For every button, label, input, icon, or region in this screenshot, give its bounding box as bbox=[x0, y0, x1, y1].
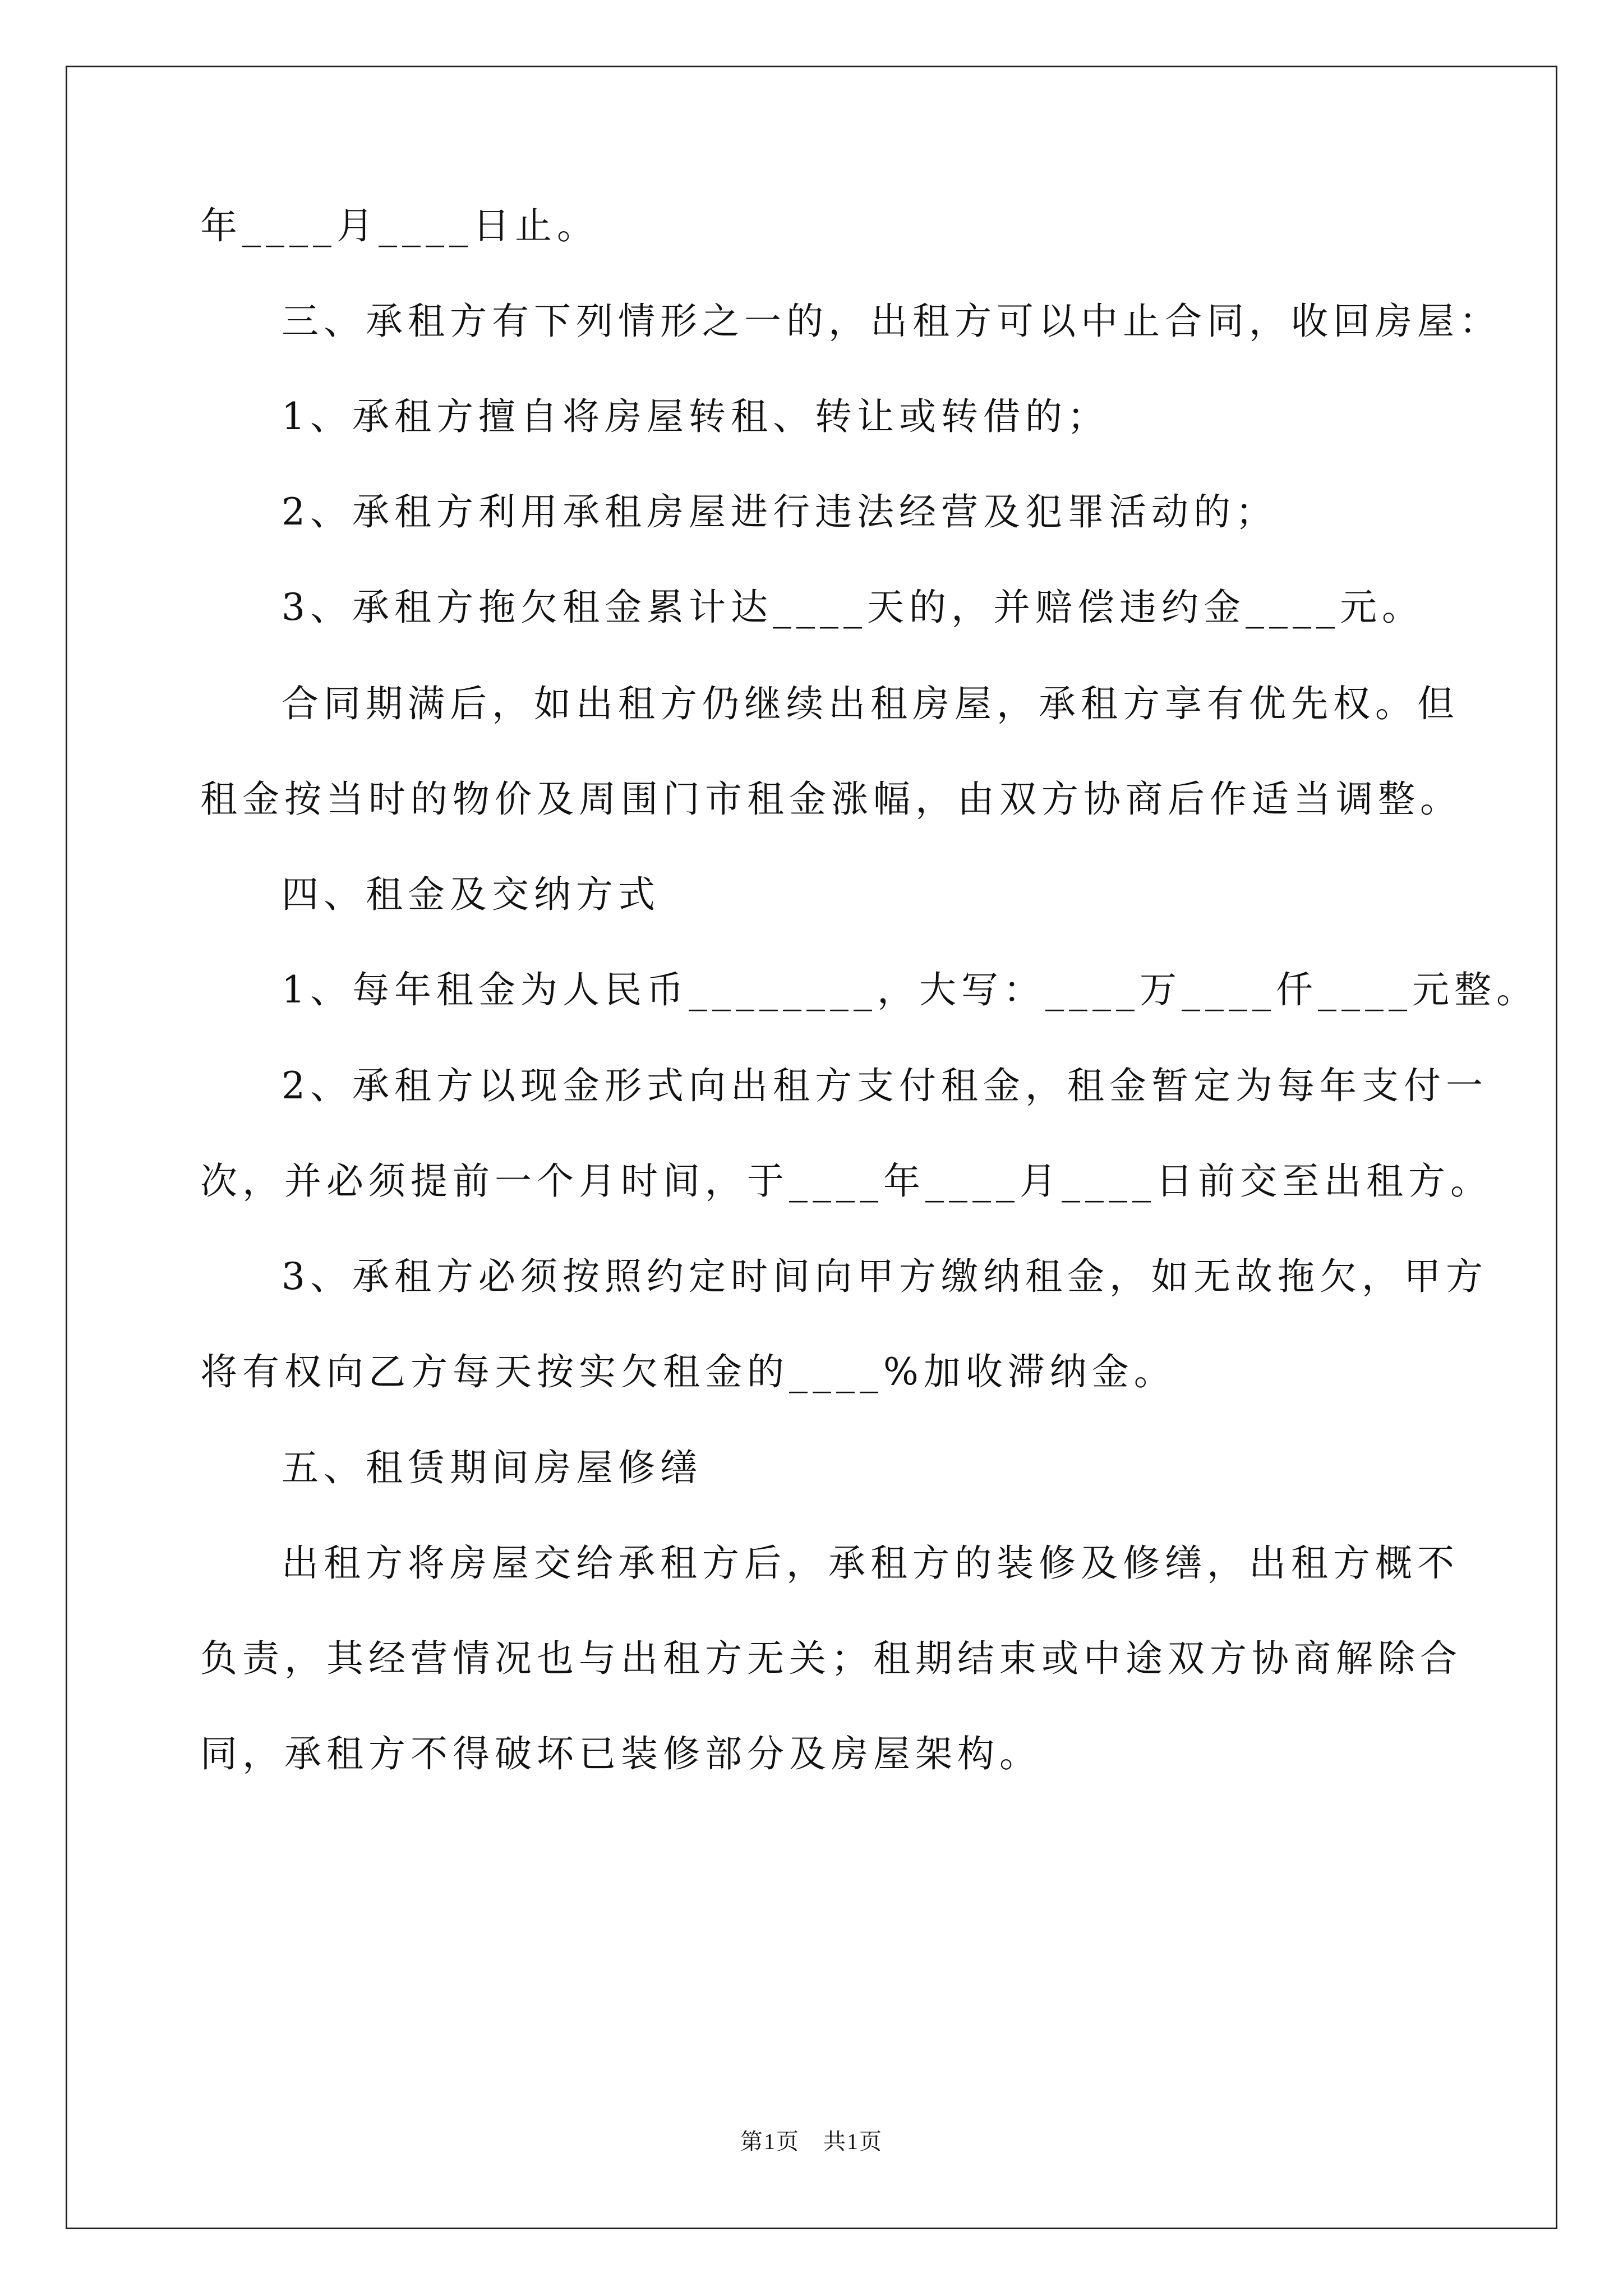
text-line-1: 年____月____日止。 bbox=[200, 204, 599, 247]
list-item-4-3-line-2: 将有权向乙方每天按实欠租金的____%加收滞纳金。 bbox=[200, 1350, 1176, 1393]
paragraph-renewal-line-2: 租金按当时的物价及周围门市租金涨幅，由双方协商后作适当调整。 bbox=[200, 777, 1462, 821]
list-item-4-2-line-2: 次，并必须提前一个月时间，于____年____月____日前交至出租方。 bbox=[200, 1159, 1492, 1203]
list-item-3-3: 3、承租方拖欠租金累计达____天的，并赔偿违约金____元。 bbox=[282, 586, 1424, 629]
list-item-3-2: 2、承租方利用承租房屋进行违法经营及犯罪活动的； bbox=[282, 490, 1278, 533]
section-heading-3: 三、承租方有下列情形之一的，出租方可以中止合同，收回房屋： bbox=[282, 300, 1501, 343]
paragraph-repair-line-2: 负责，其经营情况也与出租方无关；租期结束或中途双方协商解除合 bbox=[200, 1637, 1462, 1680]
paragraph-renewal-line-1: 合同期满后，如出租方仍继续出租房屋，承租方享有优先权。但 bbox=[282, 682, 1459, 725]
section-heading-4: 四、租金及交纳方式 bbox=[282, 873, 660, 916]
paragraph-repair-line-1: 出租方将房屋交给承租方后，承租方的装修及修缮，出租方概不 bbox=[282, 1542, 1459, 1585]
page-border bbox=[66, 66, 1557, 2229]
list-item-4-3-line-1: 3、承租方必须按照约定时间向甲方缴纳租金，如无故拖欠，甲方 bbox=[282, 1255, 1488, 1298]
list-item-4-1: 1、每年租金为人民币________，大写：____万____仟____元整。 bbox=[282, 968, 1538, 1011]
page-footer: 第1页 共1页 bbox=[740, 2129, 883, 2154]
list-item-4-2-line-1: 2、承租方以现金形式向出租方支付租金，租金暂定为每年支付一 bbox=[282, 1064, 1488, 1107]
paragraph-repair-line-3: 同，承租方不得破坏已装修部分及房屋架构。 bbox=[200, 1732, 1041, 1775]
list-item-3-1: 1、承租方擅自将房屋转租、转让或转借的； bbox=[282, 395, 1109, 438]
section-heading-5: 五、租赁期间房屋修缮 bbox=[282, 1446, 702, 1489]
